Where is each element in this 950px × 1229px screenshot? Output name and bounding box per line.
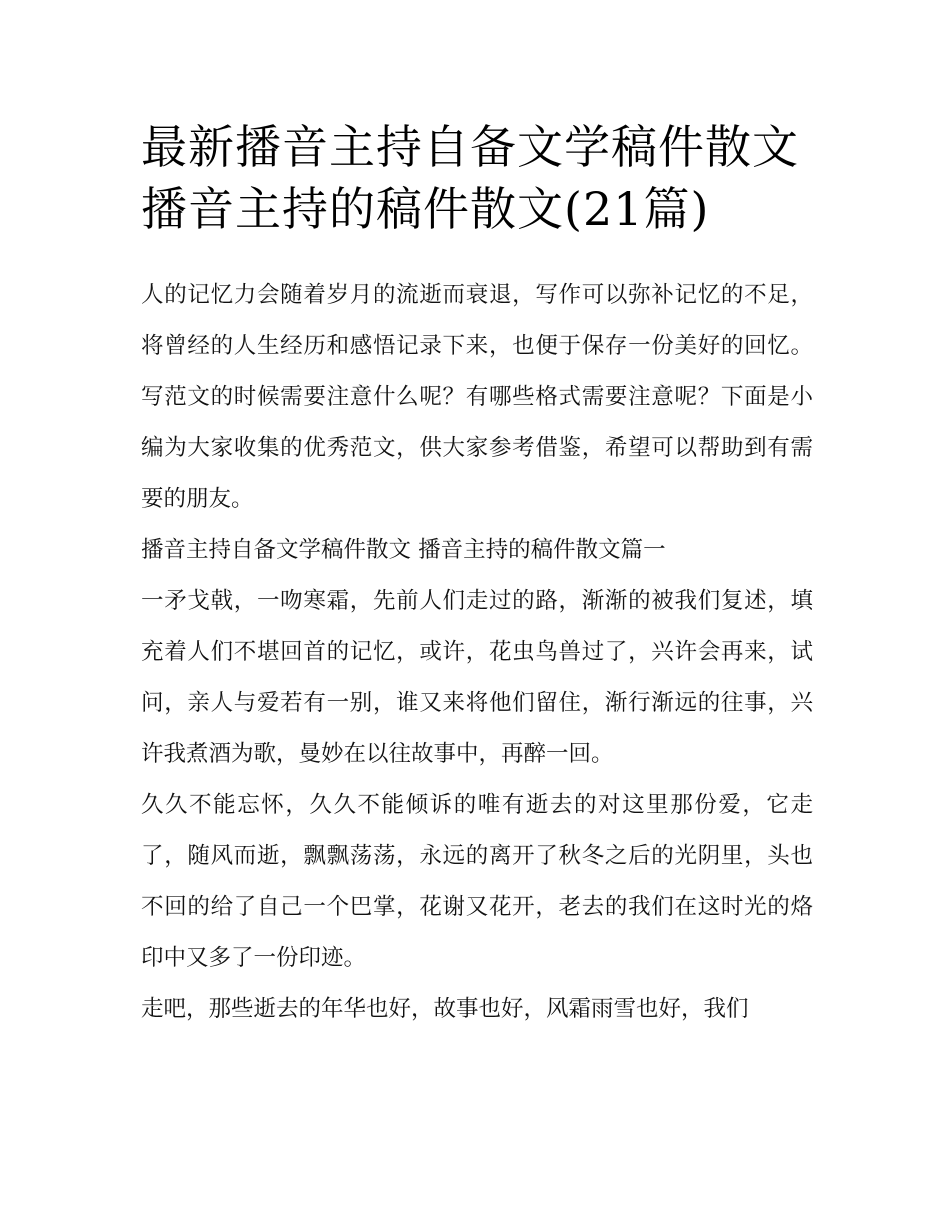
body-paragraph: 久久不能忘怀，久久不能倾诉的唯有逝去的对这里那份爱，它走了，随风而逝，飘飘荡荡，永远的离开了秋冬之后的光阴里，头也不回的给了自己一个巴掌，花谢又花开，老去的我们在这时光的烙印中又多了一份印迹。	[141, 792, 813, 971]
body-paragraph: 一矛戈戟，一吻寒霜，先前人们走过的路，渐渐的被我们复述，填充着人们不堪回首的记忆，或许，花虫鸟兽过了，兴许会再来，试问，亲人与爱若有一别，谁又来将他们留住，渐行渐远的往事，兴许我煮酒为歌，曼妙在以往故事中，再醉一回。	[141, 588, 813, 767]
intro-paragraph: 人的记忆力会随着岁月的流逝而衰退，写作可以弥补记忆的不足，将曾经的人生经历和感悟记录下来，也便于保存一份美好的回忆。写范文的时候需要注意什么呢？有哪些格式需要注意呢？下面是小编为大家收集的优秀范文，供大家参考借鉴，希望可以帮助到有需要的朋友。	[141, 282, 813, 512]
body-paragraph: 走吧，那些逝去的年华也好，故事也好，风霜雨雪也好，我们	[141, 996, 749, 1022]
document-content	[141, 116, 813, 1035]
document-body	[141, 270, 813, 1035]
document-title: 最新播音主持自备文学稿件散文 播音主持的稿件散文(21篇)	[141, 120, 799, 236]
section-heading: 播音主持自备文学稿件散文 播音主持的稿件散文篇一	[141, 537, 666, 563]
